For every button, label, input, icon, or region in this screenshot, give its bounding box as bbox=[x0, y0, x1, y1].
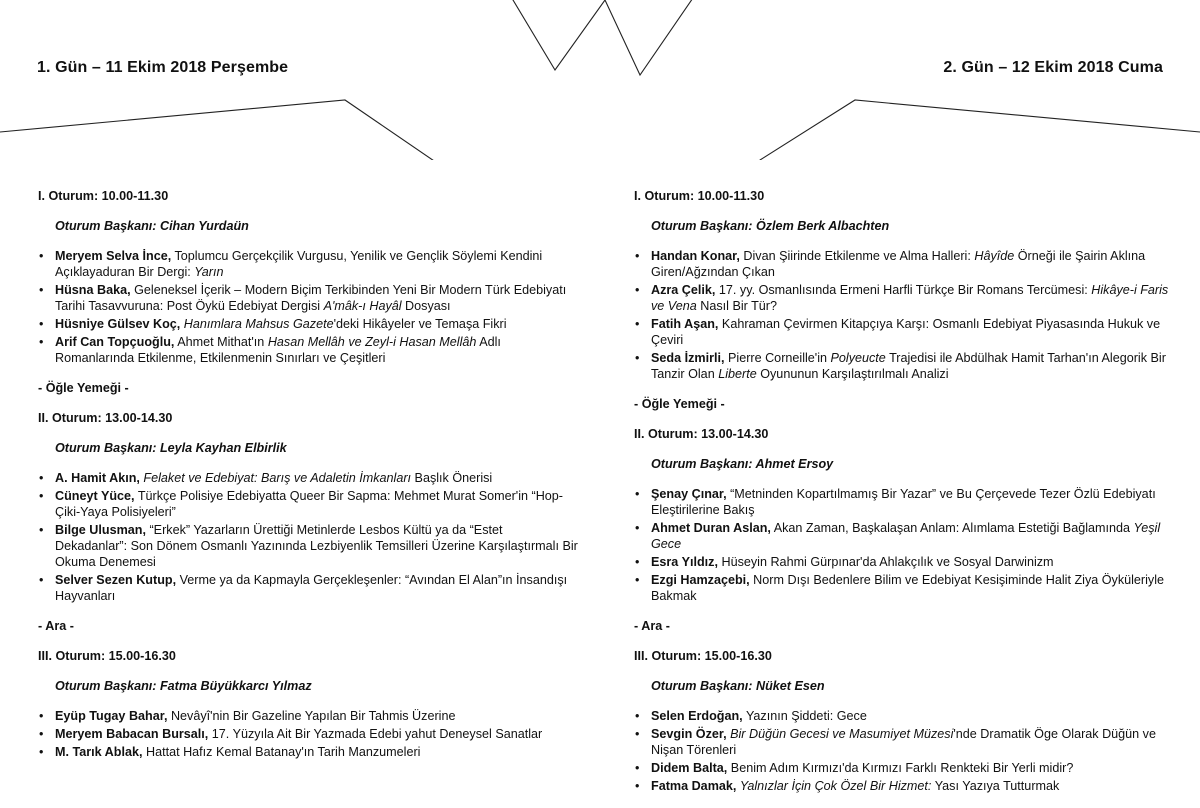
paper-title-text: Akan Zaman, Başkalaşan Anlam: Alımlama Estetiği Bağlamında bbox=[770, 521, 1134, 535]
session-chair: Oturum Başkanı: Fatma Büyükkarcı Yılmaz bbox=[55, 679, 312, 693]
paper-author: Didem Balta, bbox=[651, 761, 728, 775]
session-heading: II. Oturum: 13.00-14.30 bbox=[38, 411, 173, 425]
paper-item bbox=[634, 316, 1174, 348]
paper-author: Arif Can Topçuoğlu, bbox=[55, 335, 175, 349]
paper-author: Seda İzmirli, bbox=[651, 351, 725, 365]
paper-author: M. Tarık Ablak, bbox=[55, 745, 143, 759]
paper-author: Bilge Ulusman, bbox=[55, 523, 146, 537]
paper-title-text: 17. Yüzyıla Ait Bir Yazmada Edebi yahut Deneysel Sanatlar bbox=[208, 727, 543, 741]
break-label: - Öğle Yemeği - bbox=[634, 397, 725, 411]
paper-author: Hüsna Baka, bbox=[55, 283, 131, 297]
day-1-program bbox=[38, 188, 578, 774]
paper-title-text: Geleneksel İçerik – Modern Biçim Terkibinden Yeni Bir Modern Türk Edebiyatı Tarihi Tasavvuruna: Post Öykü Edebiyat Dergisi bbox=[55, 283, 567, 313]
paper-title-text: Verme ya da Kapmayla Gerçekleşenler: “Avından El Alan”ın İnsandışı Hayvanları bbox=[55, 573, 568, 603]
paper-item bbox=[38, 248, 578, 280]
paper-author: Şenay Çınar, bbox=[651, 487, 727, 501]
paper-title-text: Trajedisi ile Abdülhak Hamit Tarhan'ın Alegorik Bir Tanzir Olan bbox=[651, 351, 1166, 381]
paper-author: Selen Erdoğan, bbox=[651, 709, 743, 723]
paper-item bbox=[38, 334, 578, 366]
paper-author: Handan Konar, bbox=[651, 249, 740, 263]
paper-item bbox=[38, 282, 578, 314]
session-heading: III. Oturum: 15.00-16.30 bbox=[38, 649, 176, 663]
paper-work-title: Hanımlara Mahsus Gazete bbox=[183, 317, 334, 331]
paper-title-text: Pierre Corneille'in bbox=[724, 351, 831, 365]
paper-title-text: Kahraman Çevirmen Kitapçıya Karşı: Osmanlı Edebiyat Piyasasında Hukuk ve Çeviri bbox=[651, 317, 1161, 347]
paper-item bbox=[38, 572, 578, 604]
paper-author: Meryem Selva İnce, bbox=[55, 249, 172, 263]
paper-item bbox=[634, 726, 1174, 758]
paper-title-text: Norm Dışı Bedenlere Bilim ve Edebiyat Kesişiminde Halit Ziya Öyküleriyle Bakmak bbox=[651, 573, 1165, 603]
paper-title-text: Benim Adım Kırmızı'da Kırmızı Farklı Renkteki Bir Yerli midir? bbox=[727, 761, 1074, 775]
paper-item bbox=[634, 486, 1174, 518]
break-label: - Ara - bbox=[38, 619, 74, 633]
paper-author: A. Hamit Akın, bbox=[55, 471, 140, 485]
paper-author: Selver Sezen Kutup, bbox=[55, 573, 177, 587]
paper-item bbox=[634, 572, 1174, 604]
paper-title-text: “Metninden Kopartılmamış Bir Yazar” ve Bu Çerçevede Tezer Özlü Edebiyatı Eleştirilerine Bakış bbox=[651, 487, 1156, 517]
star-outline-decoration bbox=[0, 0, 1200, 160]
paper-item bbox=[634, 760, 1174, 776]
break-label: - Ara - bbox=[634, 619, 670, 633]
paper-item bbox=[634, 520, 1174, 552]
paper-title-text: 'nde Dramatik Öge Olarak Düğün ve Nişan Törenleri bbox=[651, 727, 1156, 757]
paper-title-text: Nevâyî'nin Bir Gazeline Yapılan Bir Tahmis Üzerine bbox=[167, 709, 456, 723]
paper-title-text: Türkçe Polisiye Edebiyatta Queer Bir Sapma: Mehmet Murat Somer'in “Hop-Çiki-Yaya Polisiyeleri” bbox=[55, 489, 563, 519]
paper-title-text: Örneği ile Şairin Aklına Giren/Ağzından Çıkan bbox=[651, 249, 1146, 279]
paper-author: Azra Çelik, bbox=[651, 283, 716, 297]
session-heading: I. Oturum: 10.00-11.30 bbox=[38, 189, 169, 203]
session-heading: II. Oturum: 13.00-14.30 bbox=[634, 427, 769, 441]
paper-title-text: Başlık Önerisi bbox=[411, 471, 493, 485]
day-2-program bbox=[634, 188, 1174, 808]
paper-list bbox=[634, 248, 1174, 382]
paper-item bbox=[38, 744, 578, 760]
paper-work-title: Yarın bbox=[194, 265, 224, 279]
paper-author: Sevgin Özer, bbox=[651, 727, 727, 741]
session-chair: Oturum Başkanı: Özlem Berk Albachten bbox=[651, 219, 890, 233]
paper-author: Cüneyt Yüce, bbox=[55, 489, 135, 503]
paper-title-text: Ahmet Mithat'ın bbox=[174, 335, 268, 349]
paper-work-title: Liberte bbox=[718, 367, 757, 381]
session-chair: Oturum Başkanı: Ahmet Ersoy bbox=[651, 457, 834, 471]
paper-list bbox=[38, 248, 578, 366]
day-2-title: 2. Gün – 12 Ekim 2018 Cuma bbox=[943, 59, 1163, 76]
paper-item bbox=[38, 522, 578, 570]
paper-item bbox=[634, 778, 1174, 794]
paper-author: Hüsniye Gülsev Koç, bbox=[55, 317, 181, 331]
paper-author: Meryem Babacan Bursalı, bbox=[55, 727, 209, 741]
paper-author: Esra Yıldız, bbox=[651, 555, 718, 569]
paper-list bbox=[38, 470, 578, 604]
paper-work-title: Bir Düğün Gecesi ve Masumiyet Müzesi bbox=[730, 727, 954, 741]
paper-work-title: Polyeucte bbox=[830, 351, 886, 365]
paper-work-title: A'mâk-ı Hayâl bbox=[323, 299, 402, 313]
session-heading: III. Oturum: 15.00-16.30 bbox=[634, 649, 772, 663]
paper-author: Ezgi Hamzaçebi, bbox=[651, 573, 750, 587]
paper-item bbox=[634, 248, 1174, 280]
paper-item bbox=[38, 726, 578, 742]
session-chair: Oturum Başkanı: Leyla Kayhan Elbirlik bbox=[55, 441, 287, 455]
paper-work-title: Hasan Mellâh ve Zeyl-i Hasan Mellâh bbox=[267, 335, 477, 349]
paper-title-text: 'deki Hikâyeler ve Temaşa Fikri bbox=[333, 317, 507, 331]
paper-title-text: Oyununun Karşılaştırılmalı Analizi bbox=[756, 367, 949, 381]
paper-item bbox=[634, 708, 1174, 724]
paper-title-text: Yazının Şiddeti: Gece bbox=[742, 709, 867, 723]
paper-item bbox=[38, 708, 578, 724]
break-label: - Öğle Yemeği - bbox=[38, 381, 129, 395]
session-chair: Oturum Başkanı: Nüket Esen bbox=[651, 679, 825, 693]
session-chair: Oturum Başkanı: Cihan Yurdaün bbox=[55, 219, 249, 233]
paper-list bbox=[38, 708, 578, 760]
paper-title-text: Hüseyin Rahmi Gürpınar'da Ahlakçılık ve Sosyal Darwinizm bbox=[717, 555, 1054, 569]
paper-list bbox=[634, 708, 1174, 794]
paper-item bbox=[38, 470, 578, 486]
paper-item bbox=[634, 350, 1174, 382]
paper-author: Fatma Damak, bbox=[651, 779, 737, 793]
paper-title-text: Toplumcu Gerçekçilik Vurgusu, Yenilik ve Gençlik Söylemi Kendini Açıklayaduran Bir Dergi: bbox=[55, 249, 543, 279]
day-1-title: 1. Gün – 11 Ekim 2018 Perşembe bbox=[37, 59, 289, 76]
paper-author: Ahmet Duran Aslan, bbox=[651, 521, 771, 535]
paper-work-title: Hikâye-i Faris ve Vena bbox=[651, 283, 1169, 313]
paper-title-text: Dosyası bbox=[401, 299, 451, 313]
paper-item bbox=[634, 282, 1174, 314]
paper-author: Fatih Aşan, bbox=[651, 317, 719, 331]
paper-item bbox=[38, 488, 578, 520]
session-heading: I. Oturum: 10.00-11.30 bbox=[634, 189, 765, 203]
paper-work-title: Yalnızlar İçin Çok Özel Bir Hizmet: bbox=[739, 779, 932, 793]
paper-title-text: Nasıl Bir Tür? bbox=[696, 299, 777, 313]
paper-work-title: Yeşil Gece bbox=[651, 521, 1161, 551]
paper-list bbox=[634, 486, 1174, 604]
paper-title-text: 17. yy. Osmanlısında Ermeni Harfli Türkçe Bir Romans Tercümesi: bbox=[715, 283, 1092, 297]
paper-title-text: Divan Şiirinde Etkilenme ve Alma Halleri: bbox=[739, 249, 975, 263]
paper-work-title: Hâyîde bbox=[974, 249, 1015, 263]
paper-title-text: Adlı Romanlarında Etkilenme, Etkilenmenin Sınırları ve Çeşitleri bbox=[55, 335, 501, 365]
paper-item bbox=[38, 316, 578, 332]
paper-author: Eyüp Tugay Bahar, bbox=[55, 709, 168, 723]
paper-item bbox=[634, 554, 1174, 570]
paper-work-title: Felaket ve Edebiyat: Barış ve Adaletin İmkanları bbox=[143, 471, 412, 485]
paper-title-text: “Erkek” Yazarların Ürettiği Metinlerde Lesbos Kültü ya da “Estet Dekadanlar”: Son Dönem Osmanlı Yazınında Lezbiyenlik Temsilleri Üzerine Karşılaştırmalı Bir Okuma Denemesi bbox=[55, 523, 578, 569]
paper-title-text: Hattat Hafız Kemal Batanay'ın Tarih Manzumeleri bbox=[142, 745, 421, 759]
paper-title-text: Yası Yazıya Tutturmak bbox=[931, 779, 1060, 793]
